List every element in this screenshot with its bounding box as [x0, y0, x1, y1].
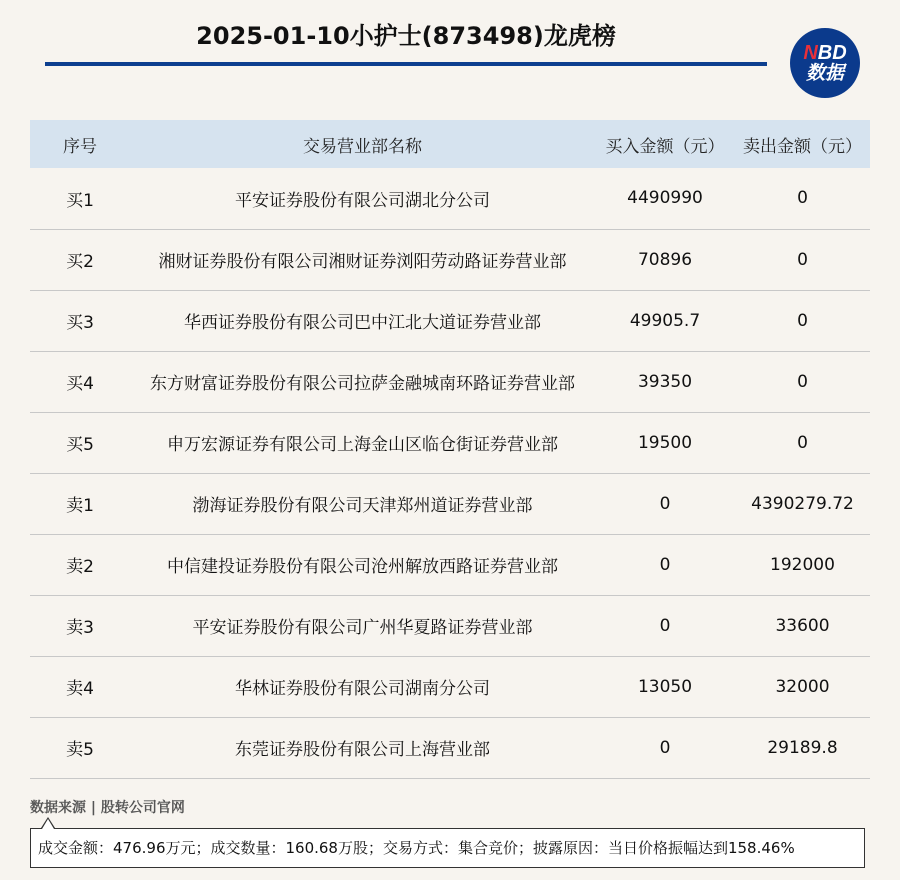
cell-sell: 0	[797, 249, 808, 270]
cell-sell: 0	[797, 371, 808, 392]
cell-buy: 13050	[637, 676, 693, 697]
cell-broker: 东方财富证券股份有限公司拉萨金融城南环路证券营业部	[150, 374, 575, 394]
logo-bd: BD	[817, 42, 847, 64]
page-title: 2025-01-10小护士(873498)龙虎榜	[196, 22, 616, 50]
cell-sell: 4390279.72	[751, 493, 854, 514]
table-header-row	[30, 120, 870, 168]
dragon-tiger-table	[30, 120, 870, 779]
cell-buy: 49905.7	[629, 310, 701, 331]
header-broker: 交易营业部名称	[303, 136, 422, 157]
cell-buy: 0	[659, 493, 671, 514]
cell-index: 卖5	[66, 740, 94, 760]
cell-index: 卖2	[66, 557, 94, 577]
cell-index: 卖1	[66, 496, 94, 516]
logo-line2: 数据	[805, 62, 844, 84]
cell-index: 买1	[66, 190, 94, 211]
cell-sell: 32000	[775, 676, 830, 697]
cell-buy: 39350	[637, 371, 693, 392]
cell-broker: 平安证券股份有限公司广州华夏路证券营业部	[192, 618, 533, 638]
cell-sell: 0	[797, 188, 808, 209]
cell-sell: 29189.8	[767, 737, 838, 758]
table-row	[30, 534, 870, 595]
cell-buy: 19500	[637, 432, 693, 453]
data-source-note: 数据来源 | 股转公司官网	[30, 800, 185, 816]
cell-buy: 0	[659, 737, 671, 758]
cell-index: 买2	[66, 252, 94, 272]
trade-summary-box: 成交金额：476.96万元；成交数量：160.68万股；交易方式：集合竞价；披露原因：当日价格振幅达到158.46%	[30, 828, 865, 868]
header-index: 序号	[63, 136, 97, 157]
cell-buy: 4490990	[627, 188, 703, 209]
cell-broker: 华西证券股份有限公司巴中江北大道证券营业部	[184, 313, 541, 333]
cell-broker: 申万宏源证券有限公司上海金山区临仓街证券营业部	[167, 435, 558, 455]
table-row	[30, 168, 870, 229]
header-buy-amount: 买入金额（元）	[605, 136, 725, 157]
table-row	[30, 656, 870, 717]
cell-sell: 0	[797, 432, 808, 453]
table-row	[30, 290, 870, 351]
table-row	[30, 595, 870, 656]
cell-index: 买3	[66, 313, 94, 333]
table-row	[30, 473, 870, 534]
callout-pointer-fill	[42, 819, 54, 829]
nbd-logo	[790, 28, 860, 98]
cell-broker: 东莞证券股份有限公司上海营业部	[235, 740, 490, 760]
cell-broker: 渤海证券股份有限公司天津郑州道证券营业部	[192, 496, 533, 516]
cell-broker: 华林证券股份有限公司湖南分公司	[235, 679, 490, 699]
logo-n: N	[803, 42, 818, 64]
table-row	[30, 412, 870, 473]
cell-index: 买5	[66, 435, 94, 455]
cell-broker: 湘财证券股份有限公司湘财证券浏阳劳动路证券营业部	[158, 252, 567, 272]
cell-index: 卖4	[66, 679, 94, 699]
cell-broker: 平安证券股份有限公司湖北分公司	[235, 190, 490, 211]
cell-sell: 0	[797, 310, 808, 331]
table-row	[30, 717, 870, 778]
header-sell-amount: 卖出金额（元）	[743, 136, 862, 157]
cell-sell: 33600	[775, 615, 830, 636]
title-underline	[45, 62, 767, 66]
cell-buy: 0	[659, 554, 671, 575]
cell-index: 卖3	[66, 618, 94, 638]
cell-broker: 中信建投证券股份有限公司沧州解放西路证券营业部	[167, 557, 558, 577]
table-row	[30, 229, 870, 290]
cell-sell: 192000	[770, 554, 835, 575]
table-row	[30, 351, 870, 412]
logo-line1	[803, 43, 846, 63]
cell-buy: 0	[659, 615, 671, 636]
cell-index: 买4	[66, 374, 94, 394]
cell-buy: 70896	[637, 249, 693, 270]
